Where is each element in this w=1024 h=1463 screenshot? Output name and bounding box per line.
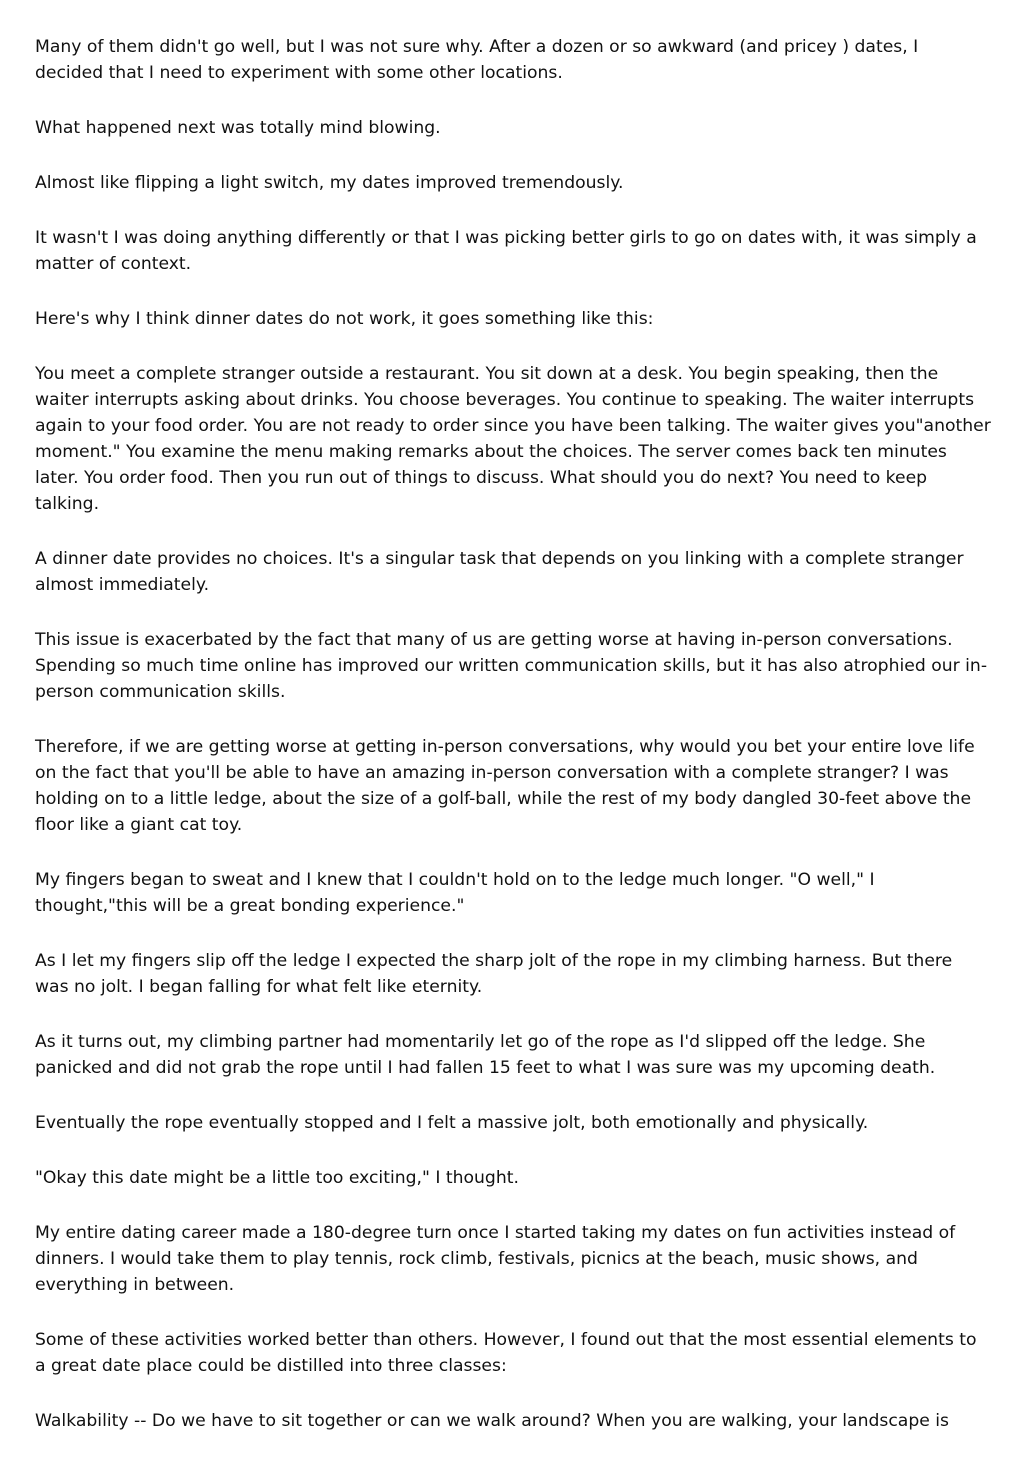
paragraph: My entire dating career made a 180-degree turn once I started taking my dates on fun activities instead of dinners. I would take them to play tennis, rock climb, festivals, picnics at the beach, music shows, and everything in between. xyxy=(35,1223,956,1295)
paragraph: What happened next was totally mind blowing. xyxy=(35,118,441,138)
paragraph: Almost like flipping a light switch, my dates improved tremendously. xyxy=(35,173,624,193)
paragraph: Walkability -- Do we have to sit together or can we walk around? When you are walking, your landscape is xyxy=(35,1411,949,1431)
paragraph: Eventually the rope eventually stopped and I felt a massive jolt, both emotionally and physically. xyxy=(35,1113,869,1133)
paragraph: Therefore, if we are getting worse at getting in-person conversations, why would you bet your entire love life on the fact that you'll be able to have an amazing in-person conversation with a complete stranger? I was holding on to a little ledge, about the size of a golf-ball, while the rest of my body dangled 30-feet above the floor like a giant cat toy. xyxy=(35,737,975,835)
paragraph: This issue is exacerbated by the fact that many of us are getting worse at having in-person conversations. Spending so much time online has improved our written communication skills, but it has also atrophied our in-person communication skills. xyxy=(35,630,988,702)
paragraph: Here's why I think dinner dates do not work, it goes something like this: xyxy=(35,309,654,329)
document-body xyxy=(35,34,991,1463)
paragraph: My fingers began to sweat and I knew that I couldn't hold on to the ledge much longer. "O well," I thought,"this will be a great bonding experience." xyxy=(35,870,875,916)
paragraph: As it turns out, my climbing partner had momentarily let go of the rope as I'd slipped off the ledge. She panicked and did not grab the rope until I had fallen 15 feet to what I was sure was my upcoming death. xyxy=(35,1032,936,1078)
paragraph: It wasn't I was doing anything differently or that I was picking better girls to go on dates with, it was simply a matter of context. xyxy=(35,228,977,274)
paragraph: Some of these activities worked better than others. However, I found out that the most essential elements to a great date place could be distilled into three classes: xyxy=(35,1330,977,1376)
paragraph: Many of them didn't go well, but I was not sure why. After a dozen or so awkward (and pricey ) dates, I decided that I need to experiment with some other locations. xyxy=(35,37,919,83)
paragraph: "Okay this date might be a little too exciting," I thought. xyxy=(35,1168,519,1188)
paragraph: As I let my fingers slip off the ledge I expected the sharp jolt of the rope in my climbing harness. But there was no jolt. I began falling for what felt like eternity. xyxy=(35,951,953,997)
paragraph: A dinner date provides no choices. It's a singular task that depends on you linking with a complete stranger almost immediately. xyxy=(35,549,964,595)
paragraph: You meet a complete stranger outside a restaurant. You sit down at a desk. You begin speaking, then the waiter interrupts asking about drinks. You choose beverages. You continue to speaking. The waiter interrupts again to your food order. You are not ready to order since you have been talking. The waiter gives you"another moment." You examine the menu making remarks about the choices. The server comes back ten minutes later. You order food. Then you run out of things to discuss. What should you do next? You need to keep talking. xyxy=(35,364,991,514)
